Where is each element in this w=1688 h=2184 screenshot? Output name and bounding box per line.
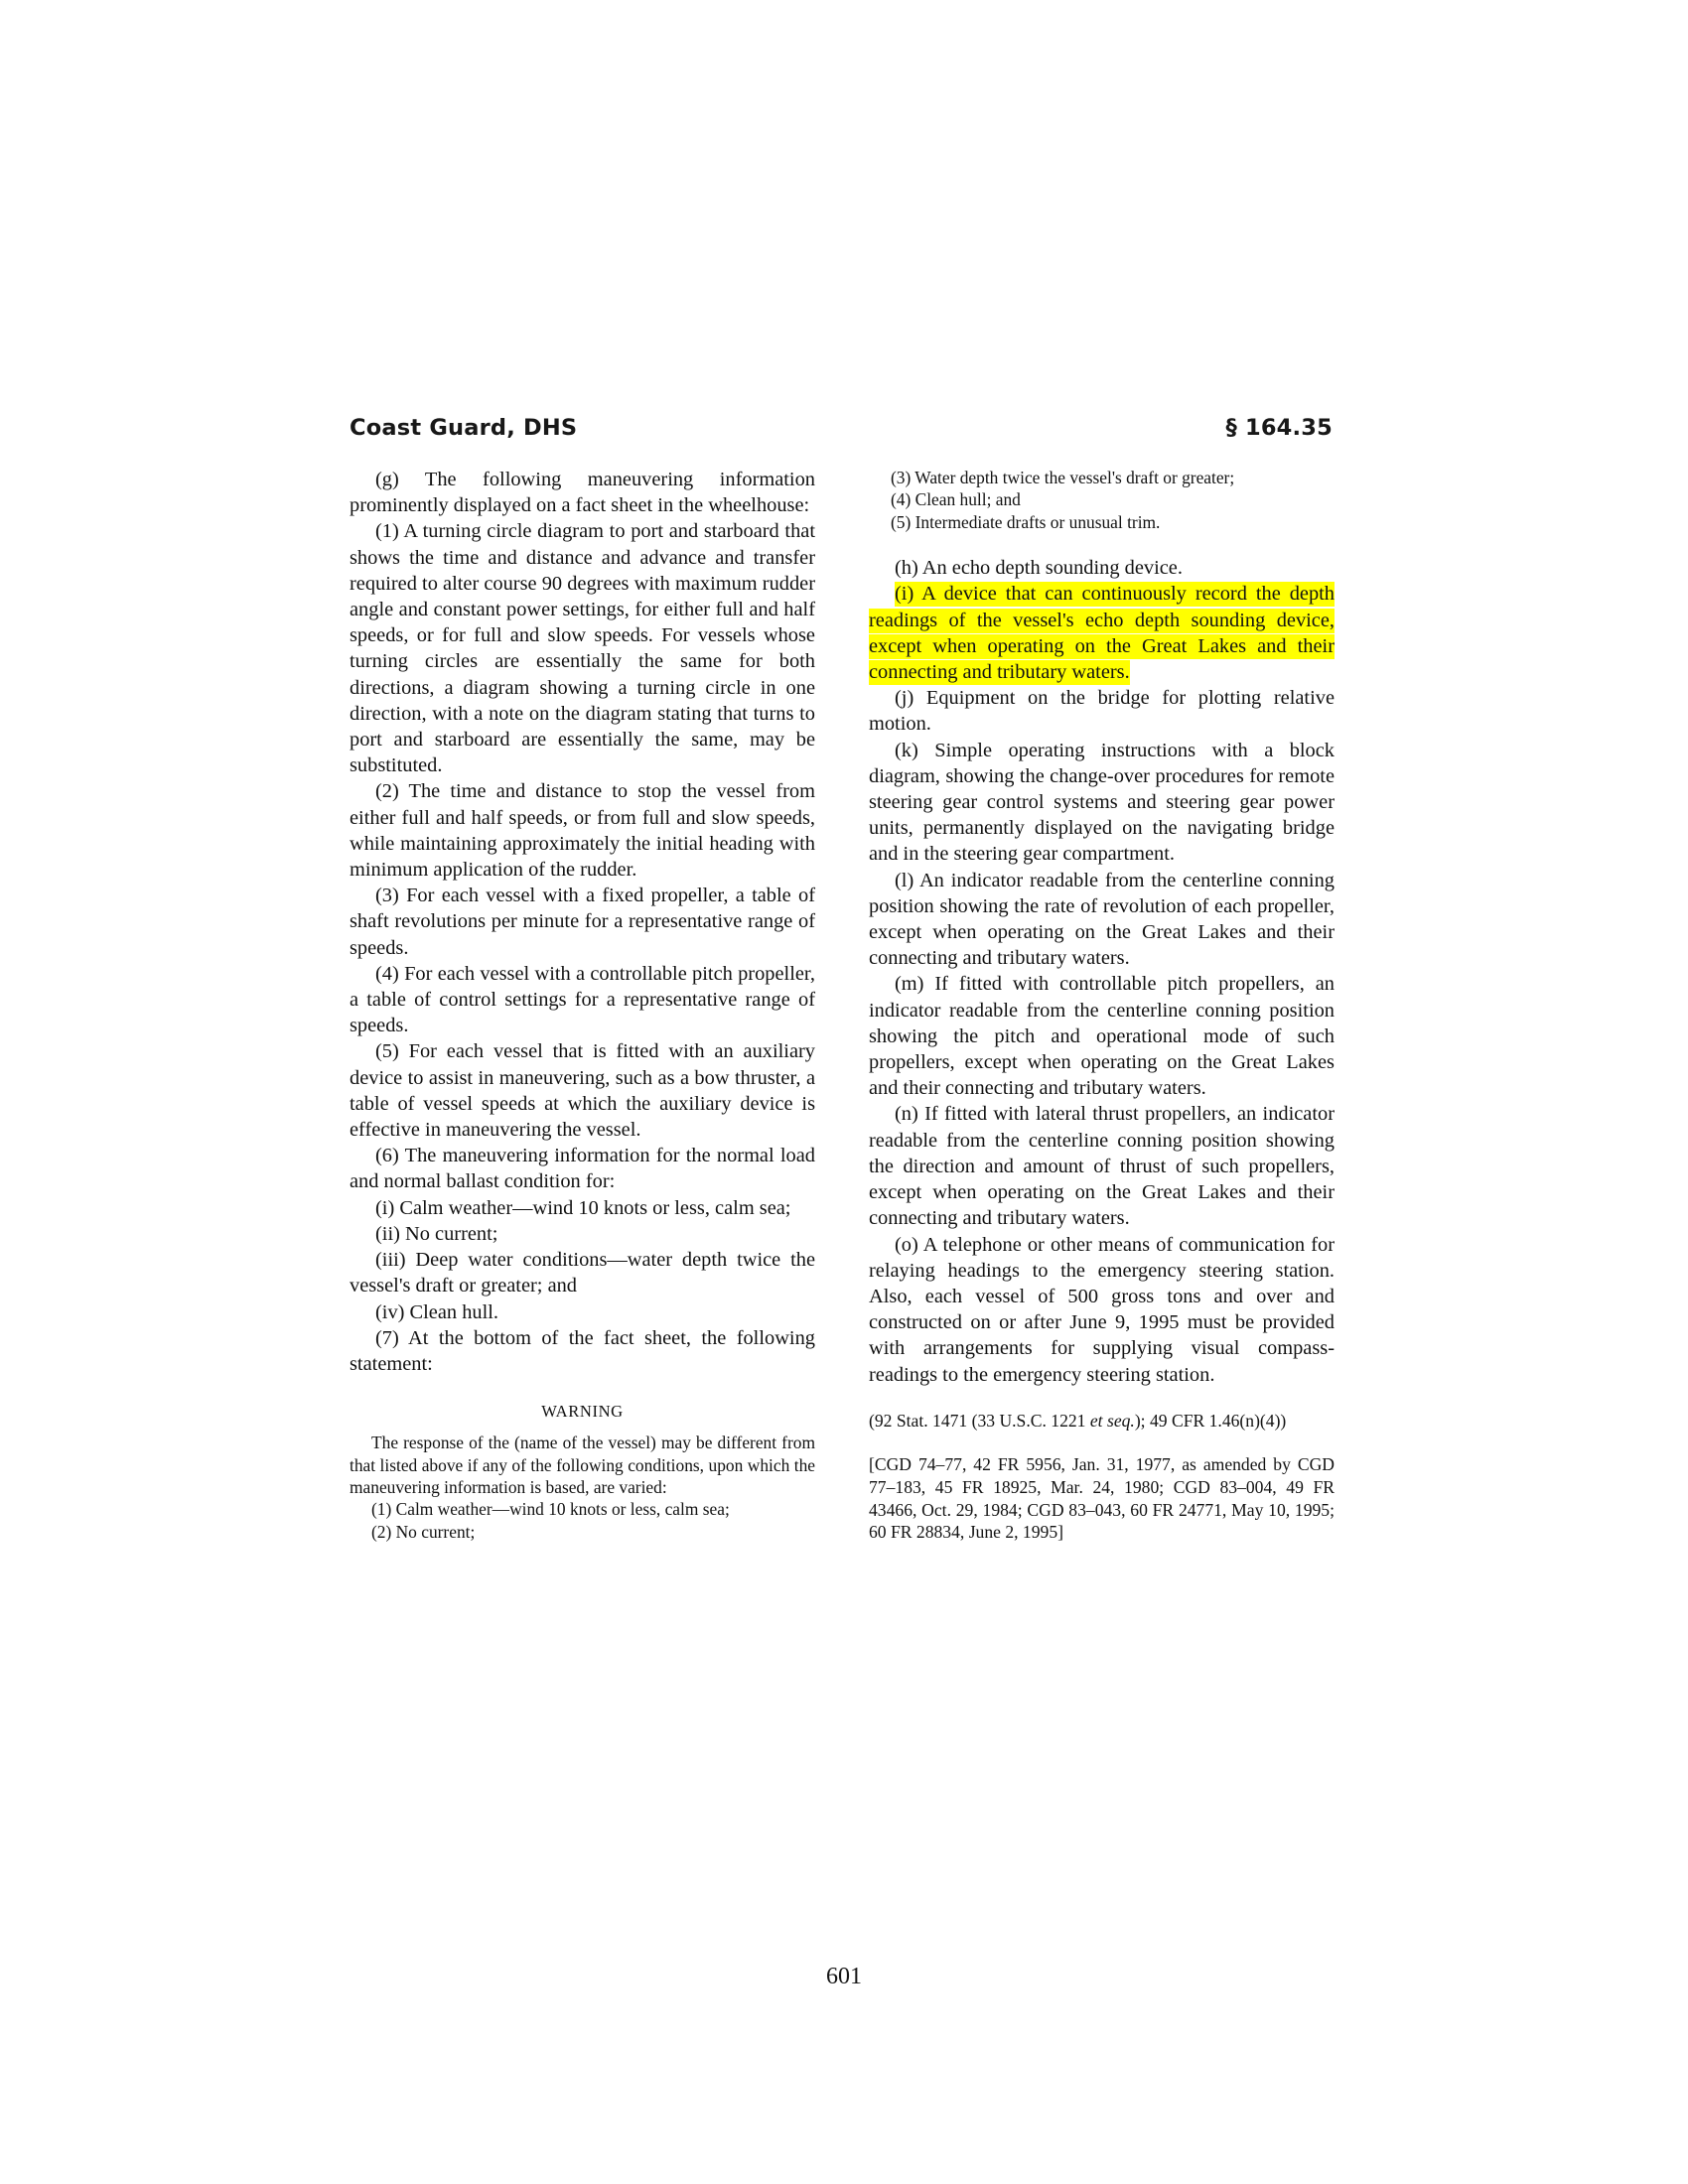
- authority-citation-text: [869, 1410, 1335, 1433]
- section-number: § 164.35: [1225, 415, 1333, 441]
- running-head-title: Coast Guard, DHS: [350, 415, 578, 441]
- warning-paragraph-intro: The response of the (name of the vessel) may be different from that listed above if any of the following conditions, upon which the maneuvering information is based, are varied:: [350, 1433, 815, 1497]
- authority-citation: [869, 1410, 1335, 1433]
- left-column: [350, 467, 815, 1544]
- paragraph-g-6: (6) The maneuvering information for the normal load and normal ballast condition for:: [350, 1145, 815, 1193]
- paragraph-g-6-ii: (ii) No current;: [375, 1222, 498, 1245]
- paragraph-g-1: (1) A turning circle diagram to port and starboard that shows the time and distance and advance and transfer required to alter course 90 degrees with maximum rudder angle and constant power settings, for either full and half speeds, or for full and slow speeds. For vessels whose turning circles are essentially the same for both directions, a diagram showing a turning circle in one direction, with a note on the diagram stating that turns to port and starboard are essentially the same, may be substituted.: [350, 520, 815, 777]
- paragraph-g-6-i: (i) Calm weather—wind 10 knots or less, calm sea;: [375, 1196, 791, 1219]
- paragraph-m: (m) If fitted with controllable pitch propellers, an indicator readable from the centerline conning position showing the pitch and operational mode of such propellers, except when operating on the Great Lakes and their connecting and tributary waters.: [869, 973, 1335, 1100]
- paragraph-h: (h) An echo depth sounding device.: [895, 557, 1183, 580]
- warning-item-1: (1) Calm weather—wind 10 knots or less, calm sea;: [371, 1499, 730, 1520]
- paragraph-g-7: (7) At the bottom of the fact sheet, the following statement:: [350, 1326, 815, 1375]
- paragraph-l: (l) An indicator readable from the centerline conning position showing the rate of revolution of each propeller, except when operating on the Great Lakes and their connecting and tributary waters.: [869, 869, 1335, 970]
- paragraph-g-6-iv: (iv) Clean hull.: [375, 1300, 499, 1323]
- authority-citation-italic: et seq.: [1089, 1410, 1135, 1431]
- right-column: [869, 467, 1335, 1544]
- authority-citation-before: (92 Stat. 1471 (33 U.S.C. 1221: [869, 1410, 1090, 1431]
- warning-heading: WARNING: [541, 1402, 624, 1422]
- paragraph-n: (n) If fitted with lateral thrust propellers, an indicator readable from the centerline conning position showing the direction and amount of thrust of such propellers, except when operating on the Great Lakes and their connecting and tributary waters.: [869, 1103, 1335, 1230]
- authority-citation-after: ); 49 CFR 1.46(n)(4)): [1134, 1410, 1287, 1431]
- paragraph-j: (j) Equipment on the bridge for plotting relative motion.: [869, 687, 1335, 736]
- paragraph-g-4: (4) For each vessel with a controllable pitch propeller, a table of control settings for a representative range of speeds.: [350, 962, 815, 1037]
- warning-item-4: (4) Clean hull; and: [891, 489, 1021, 510]
- running-head: [350, 415, 1333, 441]
- paragraph-o: (o) A telephone or other means of communication for relaying headings to the emergency steering station. Also, each vessel of 500 gross tons and over and constructed on or after June 9, 1995 must be provided with arrangements for supplying visual compass-readings to the emergency steering station.: [869, 1233, 1335, 1386]
- warning-item-5: (5) Intermediate drafts or unusual trim.: [891, 511, 1161, 532]
- paragraph-i-highlighted: [869, 581, 1335, 685]
- paragraph-g-2: (2) The time and distance to stop the vessel from either full and half speeds, or from full and slow speeds, while maintaining approximately the initial heading with minimum application of the rudder.: [350, 780, 815, 882]
- paragraph-g: (g) The following maneuvering information prominently displayed on a fact sheet in the wheelhouse:: [350, 469, 815, 517]
- paragraph-g-3: (3) For each vessel with a fixed propeller, a table of shaft revolutions per minute for a representative range of speeds.: [350, 885, 815, 959]
- spacer: [869, 533, 1335, 555]
- warning-block-continued: [869, 467, 1335, 533]
- warning-item-2: (2) No current;: [371, 1521, 476, 1542]
- source-citation-text: [CGD 74–77, 42 FR 5956, Jan. 31, 1977, as amended by CGD 77–183, 45 FR 18925, Mar. 24, 1980; CGD 83–004, 49 FR 43466, Oct. 29, 1984; CGD 83–043, 60 FR 24771, May 10, 1995; 60 FR 28834, June 2, 1995]: [869, 1454, 1335, 1543]
- body-columns: [350, 467, 1335, 1544]
- warning-block: [350, 1432, 815, 1543]
- warning-item-3: (3) Water depth twice the vessel's draft or greater;: [891, 468, 1235, 487]
- highlight-annotation: (i) A device that can continuously record the depth readings of the vessel's echo depth sounding device, except when operating on the Great Lakes and their connecting and tributary waters.: [869, 583, 1335, 684]
- page-number: 601: [826, 1964, 862, 1989]
- paragraph-g-6-iii: (iii) Deep water conditions—water depth twice the vessel's draft or greater; and: [350, 1249, 815, 1297]
- paragraph-k: (k) Simple operating instructions with a block diagram, showing the change-over procedures for remote steering gear control systems and steering gear power units, permanently displayed on the navigating bridge and in the steering gear compartment.: [869, 739, 1335, 866]
- paragraph-g-5: (5) For each vessel that is fitted with an auxiliary device to assist in maneuvering, such as a bow thruster, a table of vessel speeds at which the auxiliary device is effective in maneuvering the vessel.: [350, 1040, 815, 1142]
- source-citation: [869, 1453, 1335, 1543]
